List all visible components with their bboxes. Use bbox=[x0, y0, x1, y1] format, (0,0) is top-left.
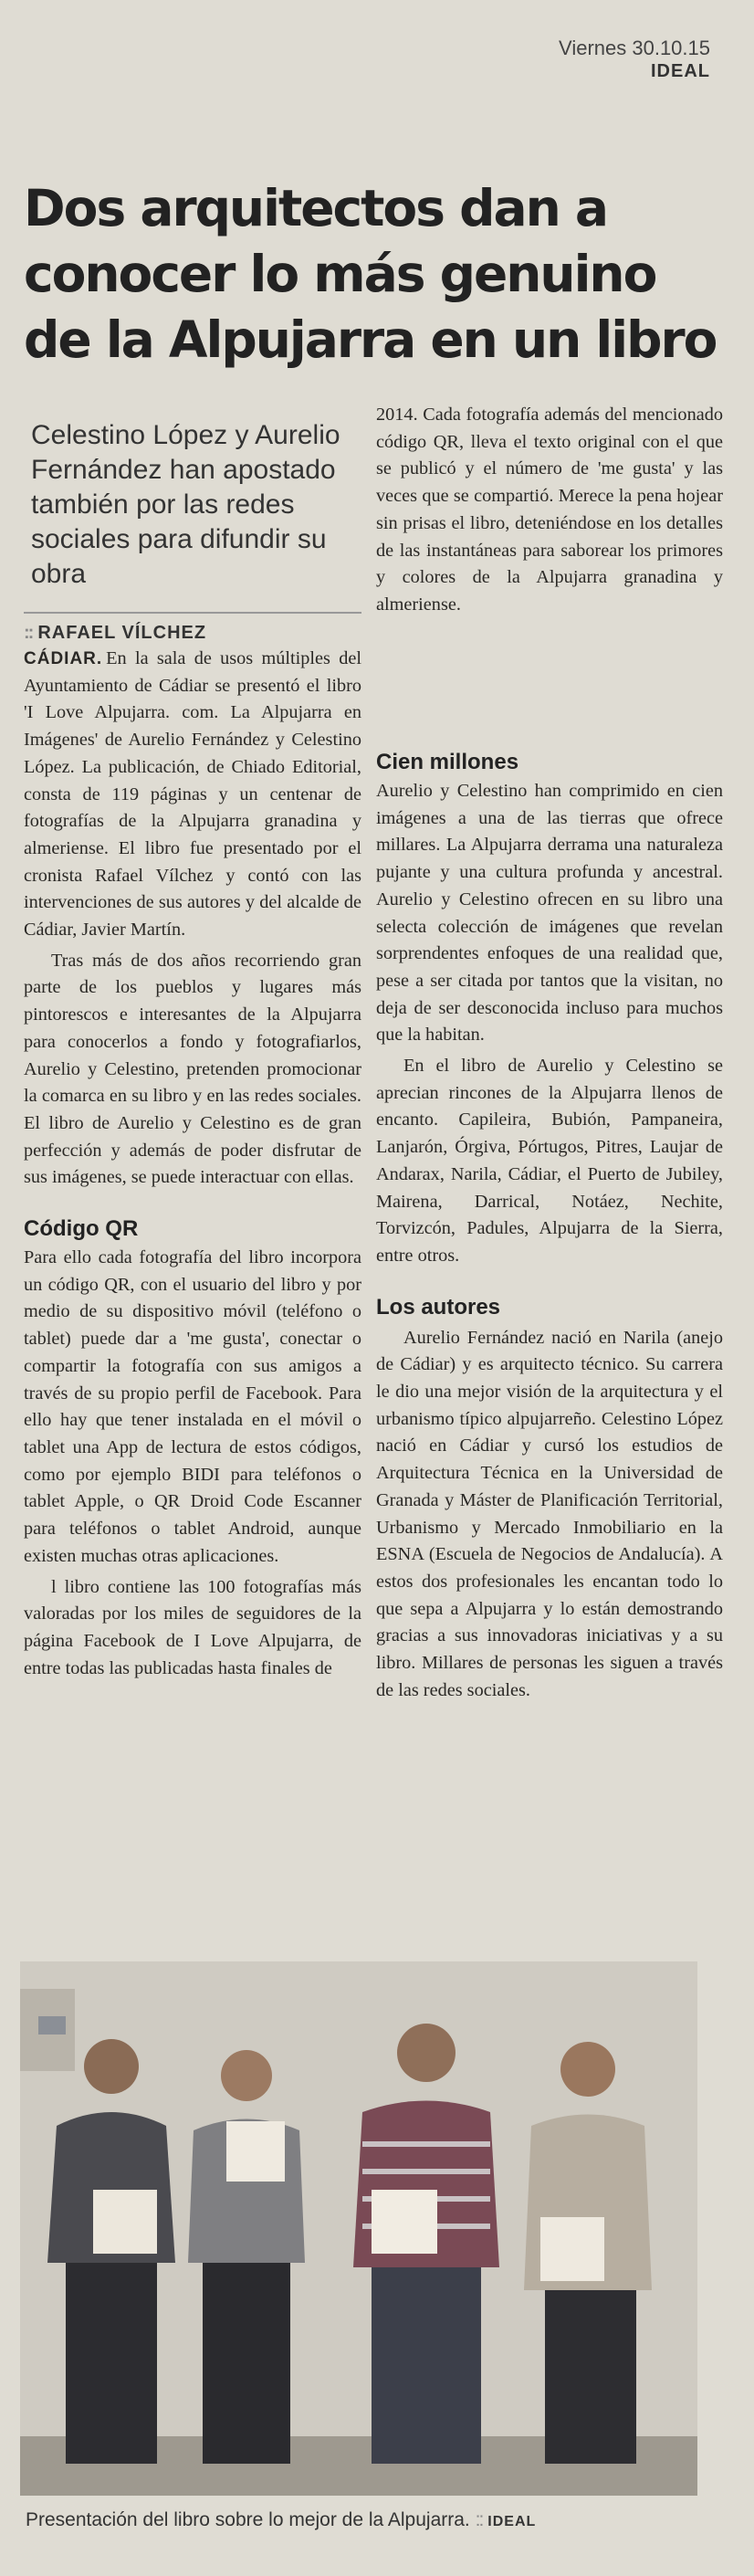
issue-date: Viernes 30.10.15 bbox=[559, 37, 710, 59]
section-heading-los-autores: Los autores bbox=[376, 1294, 501, 1320]
dateline-city: CÁDIAR. bbox=[24, 649, 103, 668]
codigo-qr-paragraph-2: l libro contiene las 100 fotografías más valoradas por los miles de seguidores de la página Facebook de I Love Alpujarra, de entre todas las publicadas hasta finales de bbox=[24, 1576, 361, 1678]
section-heading-codigo-qr: Código QR bbox=[24, 1216, 139, 1242]
codigo-qr-paragraph-2-continued: 2014. Cada fotografía además del mencionado código QR, lleva el texto original con el que se publicó y el número de 'me gusta' y las veces que se compartió. Merece la pena hojear sin prisas el libro, deteniéndose en los detalles de las instantáneas para saborear los primores y colores de la Alpujarra granadina y almeriense. bbox=[376, 405, 723, 615]
photo-caption bbox=[26, 2509, 728, 2531]
caption-marker: :: bbox=[475, 2509, 483, 2530]
photo-caption-text: Presentación del libro sobre lo mejor de la Alpujarra. bbox=[26, 2509, 470, 2530]
headline: Dos arquitectos dan a conocer lo más genuino de la Alpujarra en un libro bbox=[24, 179, 717, 369]
article-column-right bbox=[376, 402, 723, 1705]
cien-millones-paragraph-2: En el libro de Aurelio y Celestino se aprecian rincones de la Alpujarra llenos de encanto. Capileira, Bubión, Pampaneira, Lanjarón, Órgiva, Pórtugos, Pitres, Laujar de Andarax, Narila, Cádiar, el Puerto de Jubiley, Mairena, Darrical, Notáez, Nechite, Torvizcón, Padules, Alpujarra de la Sierra, entre otros. bbox=[376, 1056, 723, 1266]
lead-paragraph bbox=[24, 646, 361, 944]
article-column-left bbox=[24, 402, 361, 1683]
cien-millones-paragraph-1: Aurelio y Celestino han comprimido en cien imágenes a una de las tierras que ofrece millares. La Alpujarra derrama una naturaleza pujante y una cultura profunda y ancestral. Aurelio y Celestino ofrecen en su libro una selecta colección de imágenes que revelan sorprendentes enfoques de una realidad que, pese a ser citada por tantos que la visitan, no deja de ser desconocida incluso para muchos que la habitan. bbox=[376, 781, 723, 1046]
byline bbox=[24, 612, 361, 644]
los-autores-paragraph: Aurelio Fernández nació en Narila (anejo de Cádiar) y es arquitecto técnico. Su carrera le dio una mejor visión de la arquitectura y el urbanismo típico alpujarreño. Celestino López nació en Cádiar y cursó los estudios de Arquitectura Técnica en la Universidad de Granada y Máster de Planificación Territorial, Urbanismo y Mercado Inmobiliario en la ESNA (Escuela de Negocios de Andalucía). A estos dos profesionales les encantan todo lo que sepa a Alpujarra y lo están demostrando gracias a sus innovadoras iniciativas y a su libro. Millares de personas les siguen a través de las redes sociales. bbox=[376, 1327, 723, 1700]
masthead bbox=[559, 37, 710, 82]
presentation-photo bbox=[20, 1961, 697, 2496]
lead-paragraph-text: En la sala de usos múltiples del Ayuntamiento de Cádiar se presentó el libro 'I Love Alpujarra. com. La Alpujarra en Imágenes' de Aurelio Fernández y Celestino López. La publicación, de Chiado Editorial, consta de 119 páginas y un centenar de fotografías de la Alpujarra granadina y almeriense. El libro fue presentado por el cronista Rafael Vílchez y contó con las intervenciones de sus autores y del alcalde de Cádiar, Javier Martín. bbox=[24, 648, 361, 941]
newspaper-name: IDEAL bbox=[651, 61, 710, 81]
paragraph-2: Tras más de dos años recorriendo gran parte de los pueblos y lugares más pintorescos e interesantes de la Alpujarra para conocerlos a fondo y fotografiarlos, Aurelio y Celestino, pretenden promocionar la comarca en su libro y en las redes sociales. El libro de Aurelio y Celestino es de gran perfección y además de poder disfrutar de sus imágenes, se puede interactuar con ellas. bbox=[24, 950, 361, 1188]
byline-marker: :: bbox=[24, 623, 33, 643]
photo-four-men-holding-books bbox=[20, 1961, 697, 2496]
subheadline: Celestino López y Aurelio Fernández han apostado también por las redes sociales para difundir su obra bbox=[31, 420, 340, 589]
byline-author: RAFAEL VÍLCHEZ bbox=[37, 623, 207, 643]
section-heading-cien-millones: Cien millones bbox=[376, 750, 519, 774]
codigo-qr-paragraph-1: Para ello cada fotografía del libro incorpora un código QR, con el usuario del libro y por medio de su dispositivo móvil (teléfono o tablet) puede dar a 'me gusta', conectar o compartir la fotografía con sus amigos a través de su propio perfil de Facebook. Para ello hay que tener instalada en el móvil o tablet una App de lectura de estos códigos, como por ejemplo BIDI para teléfonos o tablet Apple, o QR Droid Code Escanner para teléfonos o tablet Android, aunque existen muchas otras aplicaciones. bbox=[24, 1247, 361, 1566]
caption-brand: IDEAL bbox=[487, 2514, 537, 2529]
